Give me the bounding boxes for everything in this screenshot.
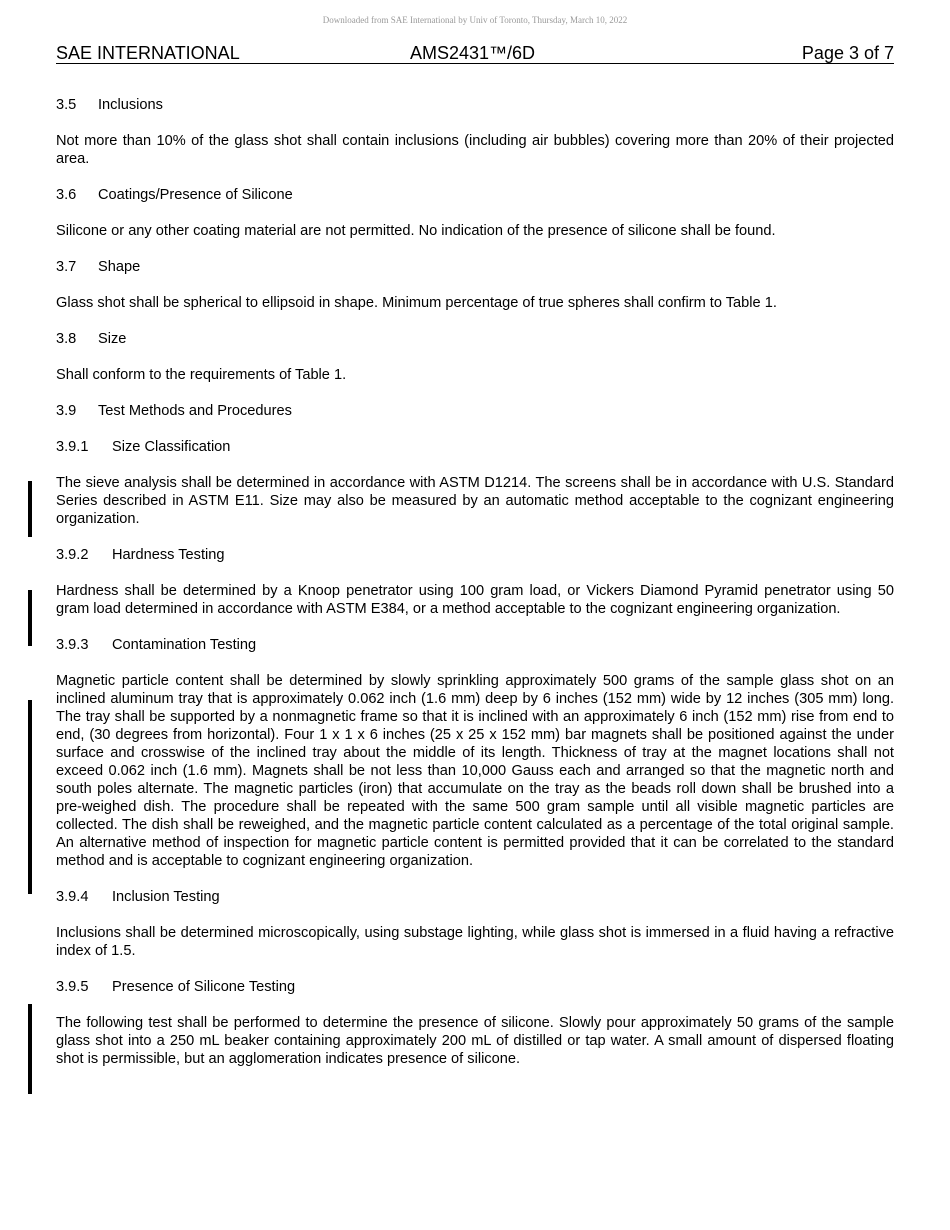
download-watermark: Downloaded from SAE International by Univ of Toronto, Thursday, March 10, 2022 — [322, 15, 628, 25]
change-bar — [28, 700, 32, 894]
section-title: Inclusion Testing — [112, 889, 220, 905]
section-title: Contamination Testing — [112, 637, 257, 653]
section-heading — [56, 258, 894, 276]
section-heading — [56, 636, 894, 654]
section-title: Coatings/Presence of Silicone — [98, 187, 293, 203]
section-number: 3.7 — [56, 259, 77, 275]
document-body — [56, 96, 894, 1086]
section-heading — [56, 96, 894, 114]
section-title: Hardness Testing — [112, 547, 225, 563]
section-heading — [56, 402, 894, 420]
section-paragraph: Magnetic particle content shall be determined by slowly sprinkling approximately 500 grams of the sample glass shot on an inclined aluminum tray that is approximately 0.062 inch (1.6 mm) deep by 6 inches (152 mm) wide by 12 inches (305 mm) long. The tray shall be supported by a nonmagnetic frame so that it is inclined with an approximately 6 inch (152 mm) rise from end to end, (30 degrees from horizontal). Four 1 x 1 x 6 inches (25 x 25 x 152 mm) bar magnets shall be positioned against the under surface and crosswise of the inclined tray about the middle of its length. Thickness of tray at the magnet locations shall not exceed 0.062 inch (1.6 mm). Magnets shall be not less than 10,000 Gauss each and arranged so that the magnetic north and south poles alternate. The magnetic particles (iron) that accumulate on the tray as the beads roll down shall be brushed into a pre-weighed dish. The procedure shall be repeated with the same 500 gram sample until all visible magnetic particles are collected. The dish shall be reweighed, and the magnetic particle content calculated as a percentage of the total original sample. An alternative method of inspection for magnetic particle content is permitted provided that it can be correlated to the standard method and is acceptable to cognizant engineering organization. — [56, 673, 894, 869]
section-title: Shape — [98, 259, 141, 275]
section-paragraph: The sieve analysis shall be determined in accordance with ASTM D1214. The screens shall be in accordance with U.S. Standard Series described in ASTM E11. Size may also be measured by an automatic method acceptable to the cognizant engineering organization. — [56, 475, 894, 527]
section-paragraph: The following test shall be performed to determine the presence of silicone. Slowly pour approximately 50 grams of the sample glass shot into a 250 mL beaker containing approximately 200 mL of distilled or tap water. A small amount of dispersed floating shot is permissible, but an agglomeration indicates presence of silicone. — [56, 1015, 894, 1067]
section-number: 3.9.4 — [56, 889, 89, 905]
section-number: 3.9.1 — [56, 439, 89, 455]
section-paragraph: Not more than 10% of the glass shot shall contain inclusions (including air bubbles) covering more than 20% of their projected area. — [56, 133, 894, 167]
section-title: Inclusions — [98, 97, 163, 113]
page-header — [56, 44, 894, 64]
section-title: Size — [98, 331, 127, 347]
header-page-number: Page 3 of 7 — [801, 43, 894, 63]
section-heading — [56, 978, 894, 996]
section-number: 3.9.3 — [56, 637, 89, 653]
section-number: 3.6 — [56, 187, 77, 203]
section-number: 3.9.5 — [56, 979, 89, 995]
section-paragraph: Glass shot shall be spherical to ellipsoid in shape. Minimum percentage of true spheres shall confirm to Table 1. — [56, 295, 777, 311]
change-bar — [28, 1004, 32, 1094]
section-heading — [56, 438, 894, 456]
section-paragraph: Inclusions shall be determined microscopically, using substage lighting, while glass shot is immersed in a fluid having a refractive index of 1.5. — [56, 925, 894, 959]
section-number: 3.8 — [56, 331, 77, 347]
section-paragraph: Silicone or any other coating material are not permitted. No indication of the presence of silicone shall be found. — [56, 223, 776, 239]
section-number: 3.9.2 — [56, 547, 89, 563]
section-title: Size Classification — [112, 439, 231, 455]
section-paragraph: Shall conform to the requirements of Table 1. — [56, 367, 347, 383]
section-heading — [56, 546, 894, 564]
header-doc-id: AMS2431™/6D — [410, 43, 536, 63]
section-paragraph: Hardness shall be determined by a Knoop penetrator using 100 gram load, or Vickers Diamond Pyramid penetrator using 50 gram load determined in accordance with ASTM E384, or a method acceptable to the cognizant engineering organization. — [56, 583, 894, 617]
section-number: 3.9 — [56, 403, 77, 419]
section-title: Presence of Silicone Testing — [112, 979, 296, 995]
section-heading — [56, 330, 894, 348]
section-heading — [56, 888, 894, 906]
change-bar — [28, 590, 32, 646]
change-bar — [28, 481, 32, 537]
section-heading — [56, 186, 894, 204]
section-title: Test Methods and Procedures — [98, 403, 292, 419]
header-org: SAE INTERNATIONAL — [56, 43, 240, 63]
section-number: 3.5 — [56, 97, 77, 113]
